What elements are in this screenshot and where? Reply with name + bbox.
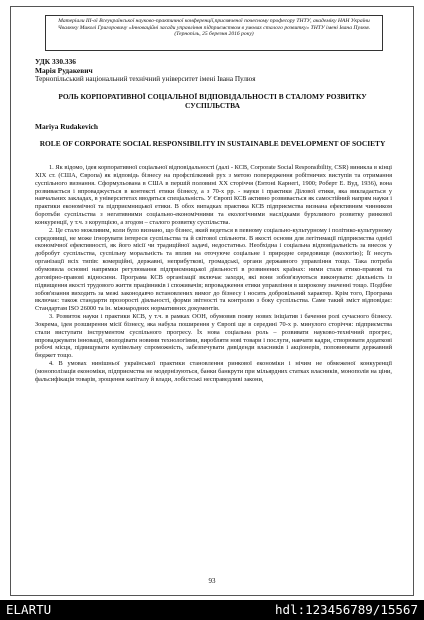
article-title-en: ROLE OF CORPORATE SOCIAL RESPONSIBILITY IN SUSTAINABLE DEVELOPMENT OF SOCIETY <box>39 139 386 148</box>
conference-header-box: Матеріали ІІІ-ої Всеукраїнської науково-практичної конференції,присвяченої почесному професору ТНТУ, академіку НАН України Чвалюку Миколі Григоровичу «Інноваційні засади управління підприємством в умовах сталого розвитку» ТНТУ імені Івана Пулюя. (Тернопіль, 25 березня 2016 року) <box>45 15 383 51</box>
document-page <box>10 6 414 596</box>
udk-code: УДК 330.336 <box>35 57 76 66</box>
footer-repository-name: ELARTU <box>6 602 52 617</box>
article-body <box>35 164 392 572</box>
footer-bar <box>0 600 424 620</box>
footer-handle-link[interactable]: hdl:123456789/15567 <box>275 602 418 617</box>
paragraph-1: 1. Як відомо, ідея корпоративної соціальної відповідальності (далі - КСВ, Corporate Social Responsibility, CSR) виникла в кінці ХІХ ст. (США, Європа) як відповідь бізнесу на профспілковий рух з метою попередження робітничих виступів та отримання суспільного визнання. Сформульована в США в першій половині ХХ сторіччя (Ентоні Карнегі, 1900; Роберт Е. Вуд, 1936), вона розвивається і впроваджується в контексті етики бізнесу, а з 70-х рр. - науки і практики Ділової етики, яка викладається у навчальних закладах, в університетах вводяться спеціальність. У Європі КСВ активно розвивається як самостійний напрям науки і практики економічної та підприємницької етики. В обох випадках практика КСВ підприємства визнана ефективним чинником боротьби суспільства з негативними соціально-економічними та екологічними наслідками бурхливого розвитку ринкової конкуренції, у т.ч. з корупцією, а згодом – сталого розвитку суспільства. <box>35 164 392 226</box>
author-name-en: Mariya Rudakevich <box>35 122 99 131</box>
article-title-ua: РОЛЬ КОРПОРАТИВНОЇ СОЦІАЛЬНОЇ ВІДПОВІДАЛЬНОСТІ В СТАЛОМУ РОЗВИТКУ СУСПІЛЬСТВА <box>58 92 367 111</box>
page-number: 93 <box>208 577 216 585</box>
author-affiliation: Тернопільський національний технічний університет імені Івана Пулюя <box>35 75 256 83</box>
author-name-ua: Марія Рудакевич <box>35 66 93 75</box>
paragraph-2: 2. Це стало можливим, коли було визнано, що бізнес, який ведеться в певному соціально-культурному і політико-культурному середовищі, не може ігнорувати інтереси суспільства та й світової спільноти. В якості основи для легітимації підприємства однієї економічної ефективності, як його місії чи традиційної задачі, недостатньо. Необхідна і соціальна відповідальність за внесок у добробут суспільства, суспільну моральність та вплив на оточуюче соціальне і природне середовище (екологію); Її несуть організації всіх типів: комерційні, державні, неприбуткові, громадські, органи державного управління тощо. Така потреба обумовила основні напрямки регулювання підприємницької діяльності в розвинених країнах: ними стали етико-правові та договірно-правові відносини. Програма КСВ організації включає заходи, які вони зобов'язуються виконувати: діяльність із підвищення якості трудового життя працівників і споживачів; впровадження етики управління в широкому значенні тощо. Подібне зобов'язання виходить за межі законодавчо встановлених вимог до бізнесу і носить добровільний характер. Крім того, Програма включає: також стандарти прозорості діяльності, форми звітності та контролю з боку суспільства. Саме такий зміст відповідає: Стандартам ISO 26000 та ін. міжнародних нормативних документів. <box>35 226 392 313</box>
paragraph-4: 4. В умовах нинішньої української практики становлення ринкової економіки і нічим не обмеженої конкуренції (монополізація економіки, підприємства не модернізуються, банки банкрути при мільярдних статках власників, монополія на ціни, фальсифікація товарів, зрощення капіталу й влади, лобістські несправедливі закони, <box>35 360 392 383</box>
paragraph-3: 3. Розвиток науки і практики КСВ, у т.ч. в рамках ООН, обумовив появу нових ініціатив і бачення ролі сучасного бізнесу. Зокрема, ідея розширення місії бізнесу, яка набула поширення у Європі ще в середині 70-х р. минулого сторіччя: підприємства стали виступати інструментом суспільного прогресу. Їх нова соціальна роль – розвивати науково-технічний прогрес, впроваджувати інновації, оволодівати новими технологіями, виробляти нові товари і послуги, навчати кадри, створювати додаткові робочі місця, підвищувати купівельну спроможність, забезпечувати дивіденди власників і акціонерів, поповнювати державний бюджет тощо. <box>35 313 392 360</box>
